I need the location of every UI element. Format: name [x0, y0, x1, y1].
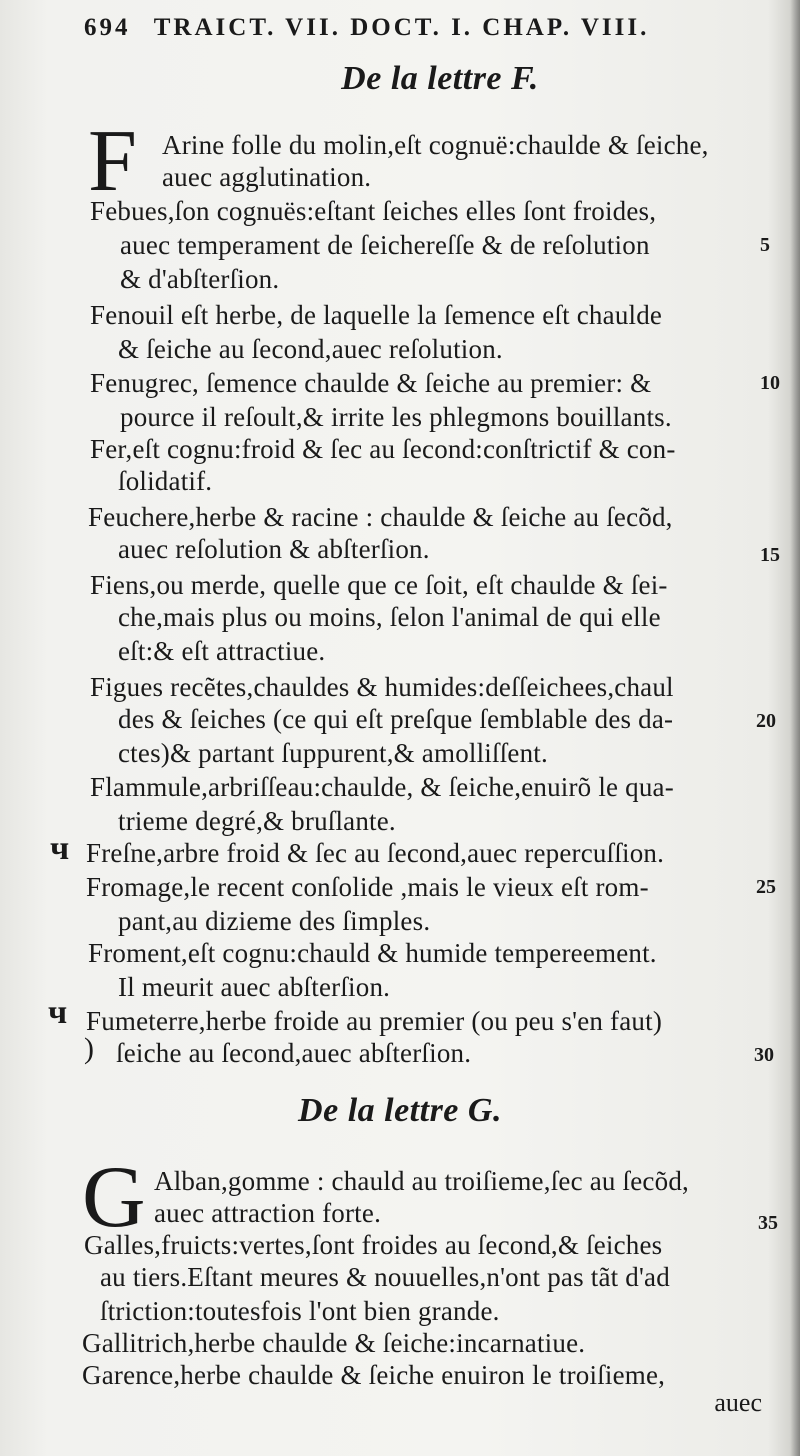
text-line: Arine folle du molin,eſt cognuë:chaulde & ſeiche,: [162, 130, 709, 160]
text-line: Gallitrich,herbe chaulde & ſeiche:incarnatiue.: [82, 1328, 586, 1358]
text-line: Fenugrec, ſemence chaulde & ſeiche au premier: &: [90, 368, 652, 398]
page-edge-shadow: [790, 0, 800, 1456]
running-header: [84, 14, 760, 54]
text-line: trieme degré,& bruſlante.: [118, 806, 396, 836]
text-line: Fumeterre,herbe froide au premier (ou peu s'en faut): [86, 1006, 663, 1036]
text-line: auec reſolution & abſterſion.: [118, 534, 430, 564]
text-line: pant,au dizieme des ſimples.: [118, 906, 431, 936]
margin-line-number: 20: [756, 710, 776, 732]
text-line: auec agglutination.: [162, 162, 372, 192]
margin-line-number: 15: [760, 544, 780, 566]
margin-mark: ч: [50, 830, 70, 867]
text-line: Fenouil eſt herbe, de laquelle la ſemence eſt chaulde: [90, 300, 663, 330]
margin-line-number: 10: [760, 372, 780, 394]
text-line: Feuchere,herbe & racine : chaulde & ſeiche au ſecõd,: [88, 502, 673, 532]
margin-line-number: 35: [758, 1212, 778, 1234]
text-line: ſolidatif.: [118, 466, 213, 496]
text-line: ſeiche au ſecond,auec abſterſion.: [116, 1038, 472, 1068]
margin-line-number: 30: [754, 1044, 774, 1066]
text-line: eſt:& eſt attractiue.: [118, 636, 326, 666]
text-line: Garence,herbe chaulde & ſeiche enuiron le troiſieme,: [82, 1360, 666, 1390]
text-line: Il meurit auec abſterſion.: [118, 972, 391, 1002]
catchword: auec: [714, 1388, 762, 1417]
text-line: auec temperament de ſeichereſſe & de reſolution: [120, 230, 650, 260]
text-line: Fromage,le recent conſolide ,mais le vieux eſt rom-: [86, 872, 649, 902]
text-line: Febues,ſon cognuës:eſtant ſeiches elles ſont froides,: [90, 196, 657, 226]
section-title-g: De la lettre G.: [298, 1092, 502, 1129]
text-line: Galles,fruicts:vertes,ſont froides au ſecond,& ſeiches: [84, 1230, 663, 1260]
text-line: & ſeiche au ſecond,auec reſolution.: [118, 334, 503, 364]
page-number: 694: [84, 14, 131, 41]
text-line: Froment,eſt cognu:chauld & humide tempereement.: [88, 938, 657, 968]
text-line: Alban,gomme : chauld au troiſieme,ſec au ſecõd,: [154, 1166, 689, 1196]
text-line: au tiers.Eſtant meures & nouuelles,n'ont pas tãt d'ad: [100, 1262, 670, 1292]
text-line: ſtriction:toutesfois l'ont bien grande.: [100, 1296, 500, 1326]
text-line: & d'abſterſion.: [120, 264, 280, 294]
text-line: Fiens,ou merde, quelle que ce ſoit, eſt chaulde & ſei-: [90, 570, 668, 600]
text-line: Fer,eſt cognu:froid & ſec au ſecond:conſtrictif & con-: [90, 434, 676, 464]
dropcap-g: G: [82, 1149, 146, 1246]
margin-paren: ): [84, 1032, 94, 1065]
margin-mark: ч: [48, 994, 68, 1031]
margin-line-number: 25: [756, 876, 776, 898]
running-title: TRAICT. VII. DOCT. I. CHAP. VIII.: [153, 14, 650, 41]
text-line: che,mais plus ou moins, ſelon l'animal de qui elle: [118, 602, 661, 632]
text-line: pource il reſoult,& irrite les phlegmons bouillants.: [120, 402, 672, 432]
text-line: ctes)& partant ſuppurent,& amolliſſent.: [118, 738, 548, 768]
text-line: Flammule,arbriſſeau:chaulde, & ſeiche,enuirõ le qua-: [90, 772, 674, 802]
text-line: auec attraction forte.: [154, 1198, 382, 1228]
text-line: Figues recẽtes,chauldes & humides:deſſeichees,chaul: [90, 672, 674, 702]
text-line: Freſne,arbre froid & ſec au ſecond,auec repercuſſion.: [86, 838, 665, 868]
text-line: des & ſeiches (ce qui eſt preſque ſemblable des da-: [118, 704, 674, 734]
section-title-f: De la lettre F.: [341, 60, 539, 97]
margin-line-number: 5: [760, 234, 770, 256]
dropcap-f: F: [88, 113, 137, 210]
